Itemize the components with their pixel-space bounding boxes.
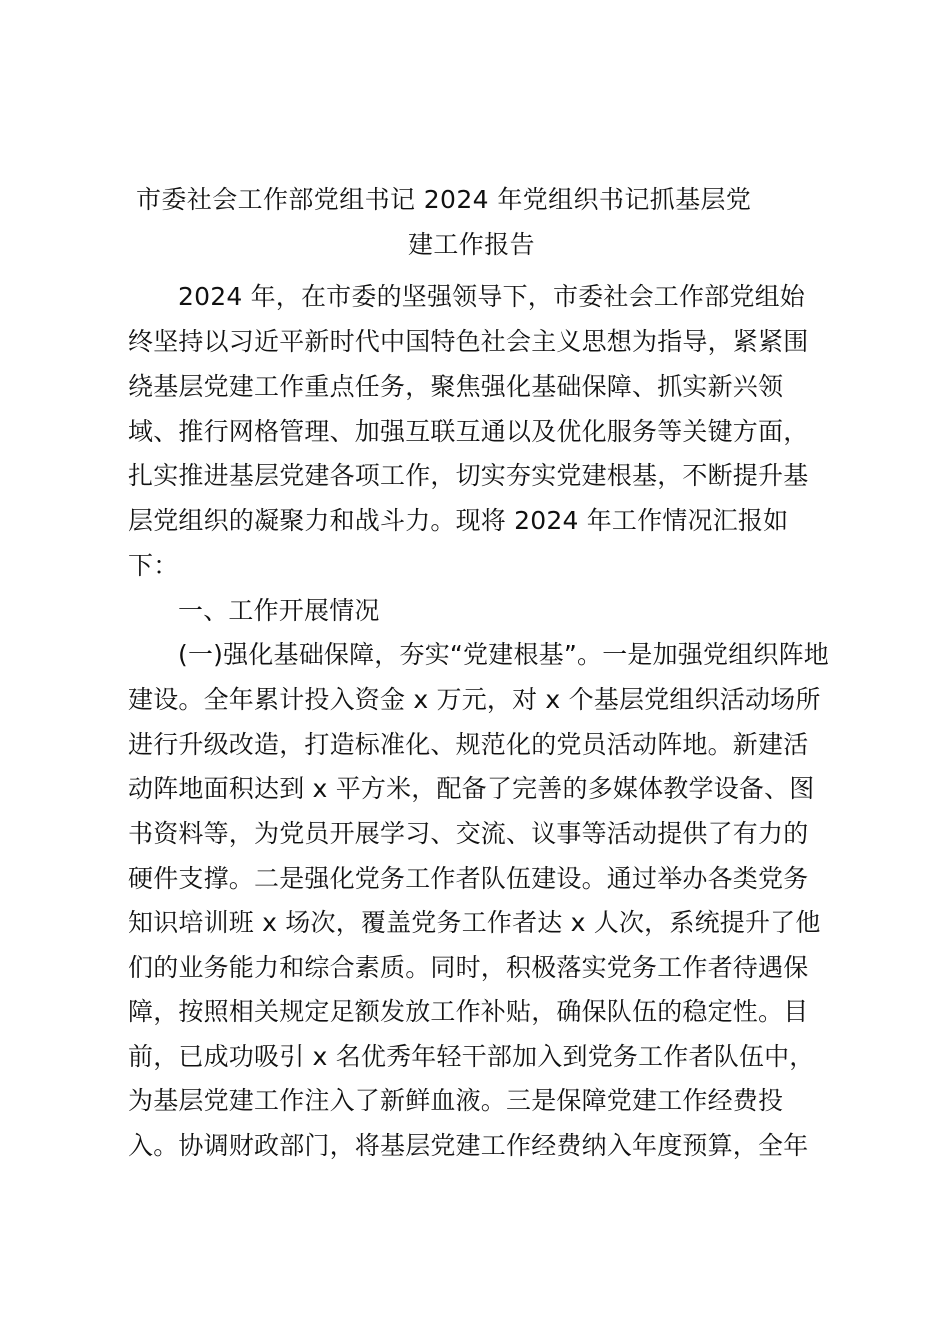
section-heading: 一、工作开展情况 (178, 596, 380, 625)
body-line-5: 扎实推进基层党建各项工作，切实夯实党建根基，不断提升基 (128, 461, 809, 490)
body-line-13: 硬件支撑。二是强化党务工作者队伍建设。通过举办各类党务 (128, 864, 809, 893)
body-line-19: 入。协调财政部门，将基层党建工作经费纳入年度预算，全年 (128, 1131, 809, 1160)
body-line-8: (一)强化基础保障，夯实“党建根基”。一是加强党组织阵地 (178, 640, 830, 669)
document-title-line-2: 建工作报告 (408, 230, 536, 259)
body-line-7: 下： (128, 551, 179, 580)
body-line-17: 前，已成功吸引 x 名优秀年轻干部加入到党务工作者队伍中， (128, 1042, 815, 1071)
body-line-9: 建设。全年累计投入资金 x 万元，对 x 个基层党组织活动场所 (128, 685, 821, 714)
body-line-2: 终坚持以习近平新时代中国特色社会主义思想为指导，紧紧围 (128, 327, 809, 356)
body-line-11: 动阵地面积达到 x 平方米，配备了完善的多媒体教学设备、图 (128, 774, 815, 803)
body-line-16: 障，按照相关规定足额发放工作补贴，确保队伍的稳定性。目 (128, 997, 809, 1026)
body-line-4: 域、推行网格管理、加强互联互通以及优化服务等关键方面， (128, 417, 809, 446)
body-line-1: 2024 年，在市委的坚强领导下，市委社会工作部党组始 (178, 282, 805, 311)
body-line-18: 为基层党建工作注入了新鲜血液。三是保障党建工作经费投 (128, 1086, 784, 1115)
body-line-12: 书资料等，为党员开展学习、交流、议事等活动提供了有力的 (128, 819, 809, 848)
body-line-10: 进行升级改造，打造标准化、规范化的党员活动阵地。新建活 (128, 730, 809, 759)
document-title-line-1: 市委社会工作部党组书记 2024 年党组织书记抓基层党 (136, 185, 752, 214)
body-line-3: 绕基层党建工作重点任务，聚焦强化基础保障、抓实新兴领 (128, 372, 784, 401)
body-line-14: 知识培训班 x 场次，覆盖党务工作者达 x 人次，系统提升了他 (128, 908, 821, 937)
body-line-15: 们的业务能力和综合素质。同时，积极落实党务工作者待遇保 (128, 953, 809, 982)
body-line-6: 层党组织的凝聚力和战斗力。现将 2024 年工作情况汇报如 (128, 506, 789, 535)
